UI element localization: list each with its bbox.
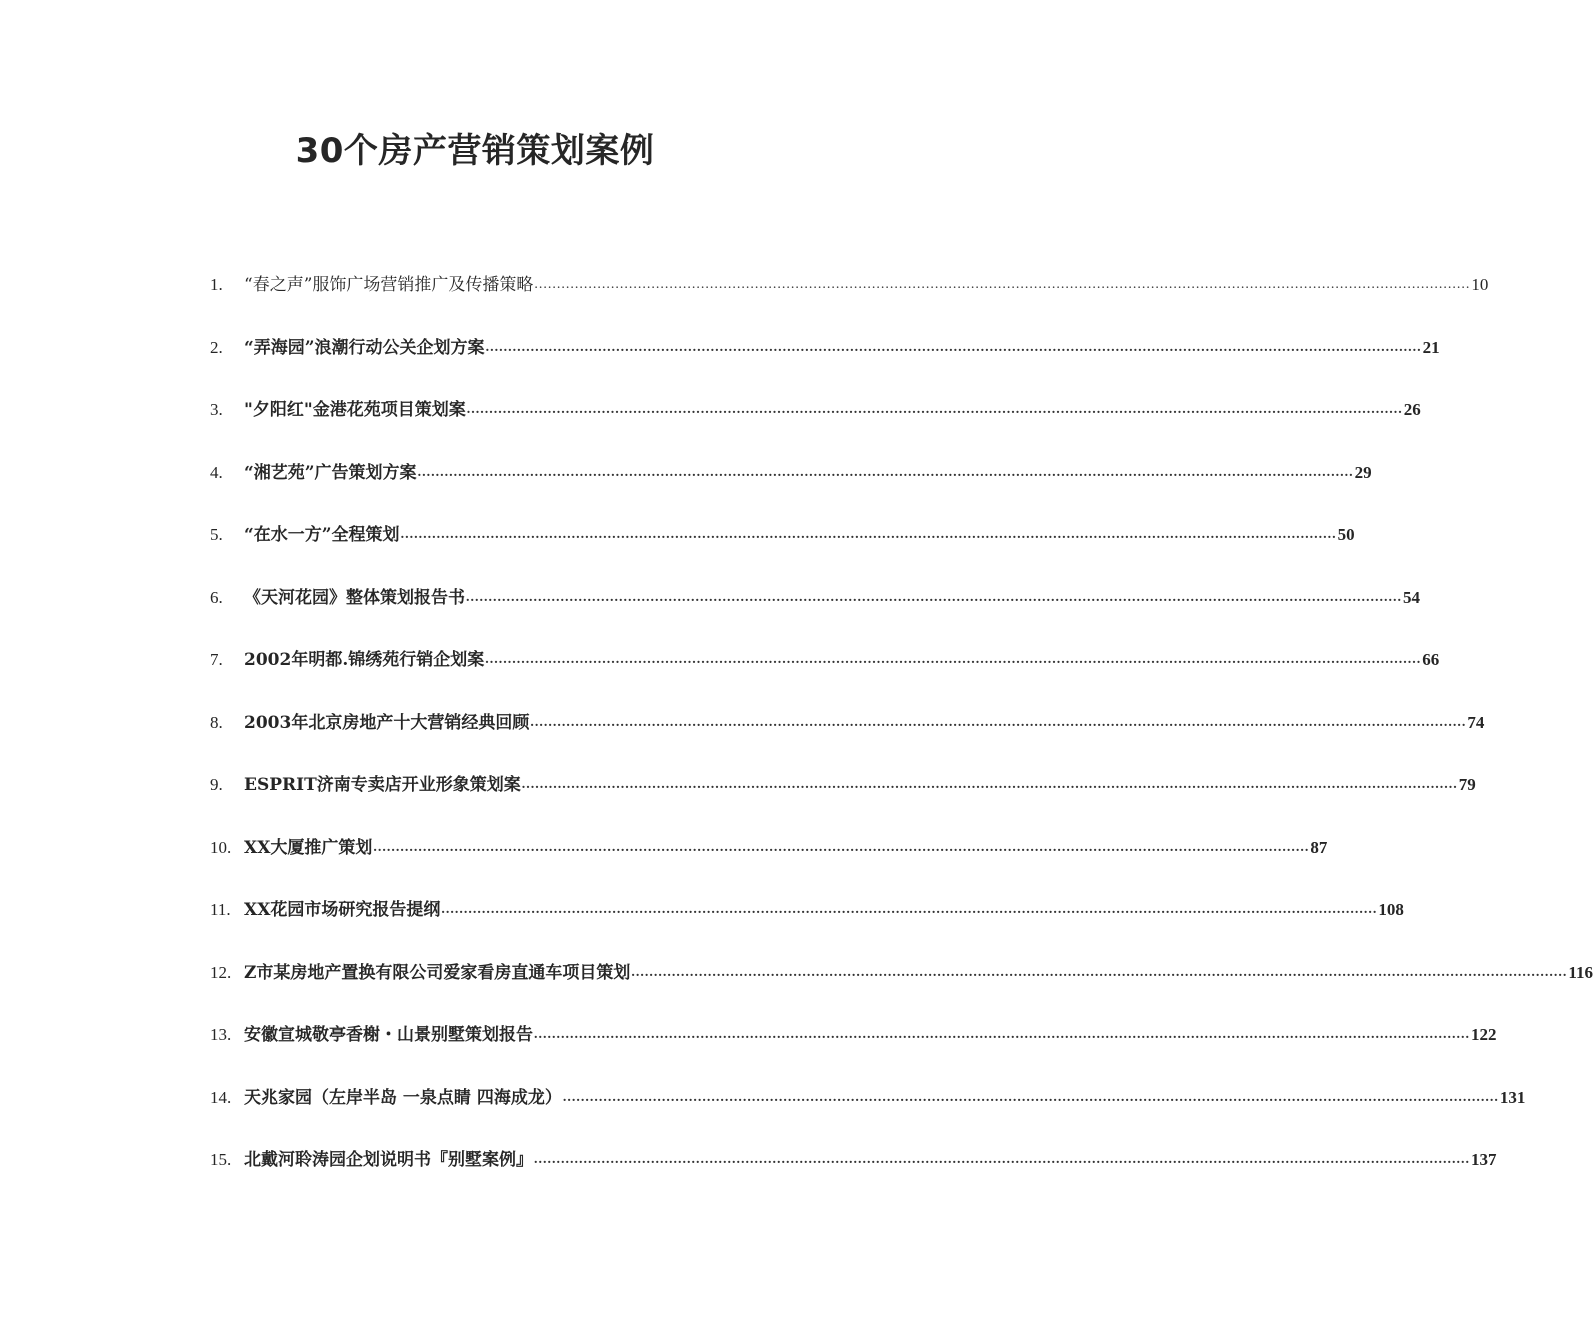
toc-dot-leader	[533, 1014, 1471, 1056]
toc-entry-page: 66	[1422, 650, 1440, 669]
toc-entry-number: 1.	[210, 275, 223, 294]
toc-entry-title: 2003年北京房地产十大营销经典回顾	[244, 712, 530, 733]
toc-entry[interactable]	[210, 764, 1476, 827]
toc-dot-leader	[465, 577, 1403, 619]
toc-entry-title: 2002年明都.锦绣苑行销企划案	[244, 650, 485, 670]
toc-entry-page: 122	[1471, 1025, 1497, 1044]
toc-entry[interactable]	[210, 577, 1420, 640]
toc-dot-leader	[533, 1139, 1471, 1181]
toc-entry-page: 87	[1310, 837, 1328, 857]
toc-entry-page: 54	[1403, 587, 1420, 607]
toc-entry-number: 14.	[210, 1087, 232, 1107]
toc-entry-page: 79	[1458, 775, 1476, 794]
toc-entry-number: 6.	[210, 587, 223, 607]
toc-dot-leader	[400, 514, 1338, 556]
toc-entry-title: 北戴河聆涛园企划说明书『别墅案例』	[244, 1150, 533, 1170]
toc-dot-leader	[440, 889, 1378, 931]
toc-entry[interactable]	[210, 452, 1372, 515]
toc-entry-number: 10.	[210, 837, 232, 857]
toc-entry-title: "夕阳红"金港花苑项目策划案	[244, 400, 466, 420]
toc-entry-number: 13.	[210, 1025, 232, 1044]
toc-entry-page: 116	[1568, 962, 1593, 982]
toc-entry-page: 74	[1467, 712, 1485, 732]
toc-entry-title: XX大厦推广策划	[244, 837, 373, 858]
toc-entry-number: 12.	[210, 962, 232, 982]
toc-entry-number: 2.	[210, 337, 223, 357]
toc-entry-page: 50	[1337, 525, 1355, 544]
toc-dot-leader	[521, 764, 1459, 806]
toc-entry[interactable]	[210, 952, 1593, 1015]
toc-entry-number: 4.	[210, 462, 223, 482]
toc-entry-page: 108	[1378, 900, 1404, 919]
toc-entry-title: 天兆家园（左岸半岛 一泉点睛 四海成龙）	[244, 1087, 562, 1108]
toc-entry-page: 131	[1499, 1087, 1526, 1107]
toc-entry-title: Z市某房地产置换有限公司爱家看房直通车项目策划	[244, 962, 631, 983]
toc-dot-leader	[630, 952, 1568, 994]
toc-entry-title: “春之声”服饰广场营销推广及传播策略	[244, 275, 534, 295]
toc-entry[interactable]	[210, 514, 1355, 577]
toc-dot-leader	[484, 639, 1422, 681]
toc-entry[interactable]	[210, 1014, 1497, 1077]
toc-entry[interactable]	[210, 1077, 1526, 1140]
toc-entry-title: ESPRIT济南专卖店开业形象策划案	[244, 775, 521, 795]
toc-entry-number: 5.	[210, 525, 223, 544]
toc-entry-number: 15.	[210, 1150, 232, 1169]
toc-entry-page: 29	[1354, 462, 1372, 482]
toc-dot-leader	[485, 327, 1423, 369]
toc-entry-page: 137	[1471, 1150, 1497, 1169]
toc-dot-leader	[533, 264, 1471, 306]
toc-entry-page: 21	[1422, 337, 1440, 357]
table-of-contents	[210, 264, 1593, 1202]
toc-dot-leader	[529, 702, 1467, 744]
document-title: 30个房产营销策划案例	[295, 131, 655, 171]
toc-entry-title: XX花园市场研究报告提纲	[244, 900, 441, 920]
toc-entry-page: 26	[1403, 400, 1421, 419]
toc-entry-number: 3.	[210, 400, 223, 419]
toc-dot-leader	[562, 1077, 1500, 1119]
toc-entry-number: 8.	[210, 712, 223, 732]
toc-entry-number: 9.	[210, 775, 223, 794]
toc-entry[interactable]	[210, 1139, 1497, 1202]
toc-entry[interactable]	[210, 264, 1489, 327]
toc-entry[interactable]	[210, 639, 1440, 702]
toc-dot-leader	[466, 389, 1404, 431]
toc-entry-title: “弄海园”浪潮行动公关企划方案	[244, 337, 485, 358]
toc-entry[interactable]	[210, 389, 1421, 452]
toc-entry-number: 11.	[210, 900, 231, 919]
toc-dot-leader	[417, 452, 1355, 494]
toc-entry[interactable]	[210, 889, 1404, 952]
toc-entry-number: 7.	[210, 650, 223, 669]
toc-entry-title: “在水一方”全程策划	[244, 525, 400, 545]
toc-entry-title: 《天河花园》整体策划报告书	[244, 587, 465, 608]
toc-entry[interactable]	[210, 327, 1440, 390]
toc-entry[interactable]	[210, 702, 1485, 765]
toc-entry-page: 10	[1471, 275, 1489, 294]
toc-dot-leader	[372, 827, 1310, 869]
toc-entry-title: 安徽宣城敬亭香榭・山景别墅策划报告	[244, 1025, 533, 1045]
toc-entry-title: “湘艺苑”广告策划方案	[244, 462, 417, 483]
toc-entry[interactable]	[210, 827, 1328, 890]
